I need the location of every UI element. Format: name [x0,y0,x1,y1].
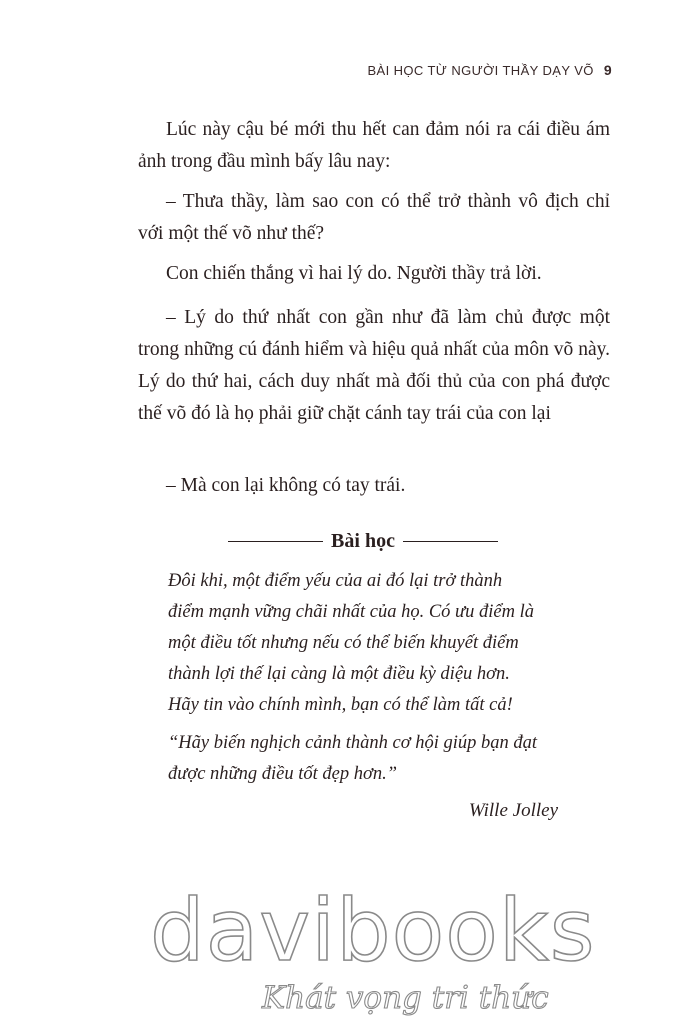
quote-line: “Hãy biến nghịch cảnh thành cơ hội giúp bạn đạt [168,733,538,753]
lesson-line: Đôi khi, một điểm yếu của ai đó lại trở thành [168,571,503,591]
lesson-paragraph [168,566,560,721]
quote-line: được những điều tốt đẹp hơn.” [168,764,398,784]
lesson-line: Hãy tin vào chính mình, bạn có thể làm tất cả! [168,695,513,715]
lesson-line: thành lợi thế lại càng là một điều kỳ diệu hơn. [168,664,510,684]
lesson-line: một điều tốt nhưng nếu có thể biến khuyết điểm [168,633,519,653]
lesson-heading [228,528,498,554]
publisher-tagline: Khát vọng tri thức [262,980,549,1016]
quote-author: Wille Jolley [468,800,558,821]
lesson-heading-label: Bài học [331,529,395,552]
running-title: BÀI HỌC TỪ NGƯỜI THẦY DẠY VÕ [367,62,594,78]
lesson-quote [168,728,560,790]
body-paragraph: – Lý do thứ nhất con gần như đã làm chủ được một trong những cú đánh hiểm và hiệu quả nhất của môn võ này. Lý do thứ hai, cách duy nhất mà đối thủ của con phá được thế võ đó là họ phải giữ chặt cánh tay trái của con lại [138,307,610,424]
heading-rule-right [403,541,498,542]
publisher-brand: davibooks [150,881,596,981]
running-header [367,62,612,78]
body-paragraph: Con chiến thắng vì hai lý do. Người thầy trả lời. [166,263,542,284]
page-number: 9 [603,62,612,78]
heading-rule-left [228,541,323,542]
lesson-line: điểm mạnh vững chãi nhất của họ. Có ưu điểm là [168,602,534,622]
publisher-watermark [150,881,596,1018]
body-paragraph: Lúc này cậu bé mới thu hết can đảm nói ra cái điều ám ảnh trong đầu mình bấy lâu nay: [138,119,610,172]
body-paragraph: – Thưa thầy, làm sao con có thể trở thành vô địch chỉ với một thế võ như thế? [138,191,610,244]
body-paragraph: – Mà con lại không có tay trái. [166,475,406,496]
